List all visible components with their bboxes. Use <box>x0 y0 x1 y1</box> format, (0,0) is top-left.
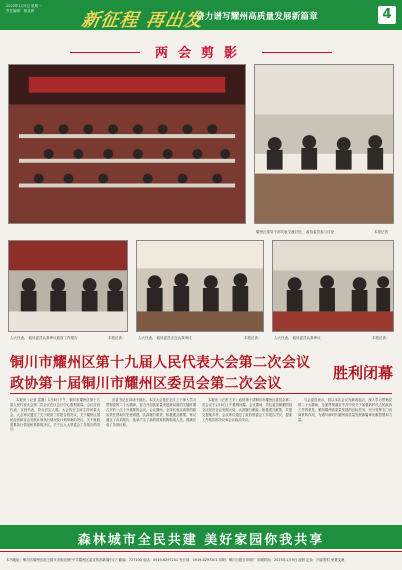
column-logo: 新征程 再出发 <box>79 10 205 31</box>
headline-line-2: 政协第十届铜川市耀州区委员会第二次会议 <box>10 376 282 392</box>
headline-rule <box>10 393 392 394</box>
photo4-credit: 本报记者 <box>244 336 258 340</box>
article-paragraph: 本报讯（记者 王平）政协第十届铜川市耀州区委员会第二次会议于1月8日上午胜利闭幕。会议期间，各位委员紧紧围绕全区经济社会发展大局，认真履行职能，积极建言献策，共提交提案多件。会议审议通过了政协常委会工作报告决议、提案工作报告的决议和会议政治决议。 <box>202 398 292 422</box>
photo5-caption: 人大代表、 政协委员认真审议 <box>274 336 321 340</box>
photo4-caption: 人大代表、 政协委员正在认真审议 <box>138 336 192 340</box>
header-slogan: 奋力谱写耀州高质量发展新篇章 <box>196 12 318 22</box>
headline-suffix: 胜利闭幕 <box>333 364 394 382</box>
section-title: 两会剪影 <box>154 46 247 61</box>
photo2-credit: 本报记者 <box>374 230 388 234</box>
headline-line-1: 铜川市耀州区第十九届人民代表大会第二次会议 <box>10 355 311 371</box>
issue-editor: 责任编辑：杨亚洲 <box>6 9 34 13</box>
photo-delegates-reviewing <box>8 240 128 332</box>
article-paragraph: 本报讯（记者 雷刚）1月8日下午，铜川市耀州区第十九届人民代表大会第二次会议在区会议中心胜利闭幕。会议应到代表，实到代表，符合法定人数。大会执行主席主持闭幕大会。大会审议通过了关于政府工作报告的决议，关于耀州区国民经济和社会发展计划执行情况及计划草案的决议，关于财政预算执行情况和预算的决议，关于区人大常委会工作报告的决议。 <box>10 398 100 432</box>
photo5-credit: 本报记者 <box>372 336 386 340</box>
photo3-caption: 人大代表、 政协委员认真审议政府工作报告 <box>10 336 78 340</box>
article-paragraph: 与会委员表示，将以本次会议为新的起点，深入学习贯彻党的二十大精神，全面贯彻落实中共中央关于加强新时代人民政协工作的意见，紧扣耀州高质量发展的目标任务，充分发挥专门协商机构作用，为谱写新时代耀州高质量发展新篇章贡献智慧和力量。 <box>298 398 392 422</box>
photo-panel-discussion <box>254 64 394 224</box>
article-column-1 <box>10 398 100 518</box>
photo-plenary-session <box>8 64 246 224</box>
article-paragraph: 区委书记在讲话中指出，本次大会是在全区上下深入学习贯彻党的二十大精神、奋力开创高质量发展新局面的关键时期召开的一次十分重要的会议。会议期间，全体代表以高度的政治责任感和历史使命感，认真履行职责，积极建言献策，审议通过了各项报告，选举产生了新的国家机构组成人员，圆满完成了各项议程。 <box>106 398 196 427</box>
article-column-3 <box>202 398 292 518</box>
photo3-credit: 本报记者 <box>108 336 122 340</box>
photo2-caption: 耀州区领导干部代表交流讨论、 政协委员参与讨论 <box>256 230 335 234</box>
article-column-4 <box>298 398 392 518</box>
slogan-banner-text: 森林城市全民共建 美好家园你我共享 <box>77 533 325 548</box>
photo-delegates-meeting <box>136 240 264 332</box>
photo-committee-members <box>272 240 394 332</box>
issue-date: 2023年1月9日 星期一 <box>6 4 42 8</box>
page-number: 4 <box>378 6 396 24</box>
article-column-2 <box>106 398 196 518</box>
footer-info: 本刊地址：铜川市耀州区药王路永安街北侧"中共耀州区委宣传部新闻中心" 邮编：727100 电话：0919-6297201 发行部：0919-6297201 印刷：铜川日报社印刷厂 印刷时间：2023年1月9日 凌晨 定价：内部资料 免费交流 <box>6 558 345 562</box>
issue-meta <box>6 4 66 14</box>
